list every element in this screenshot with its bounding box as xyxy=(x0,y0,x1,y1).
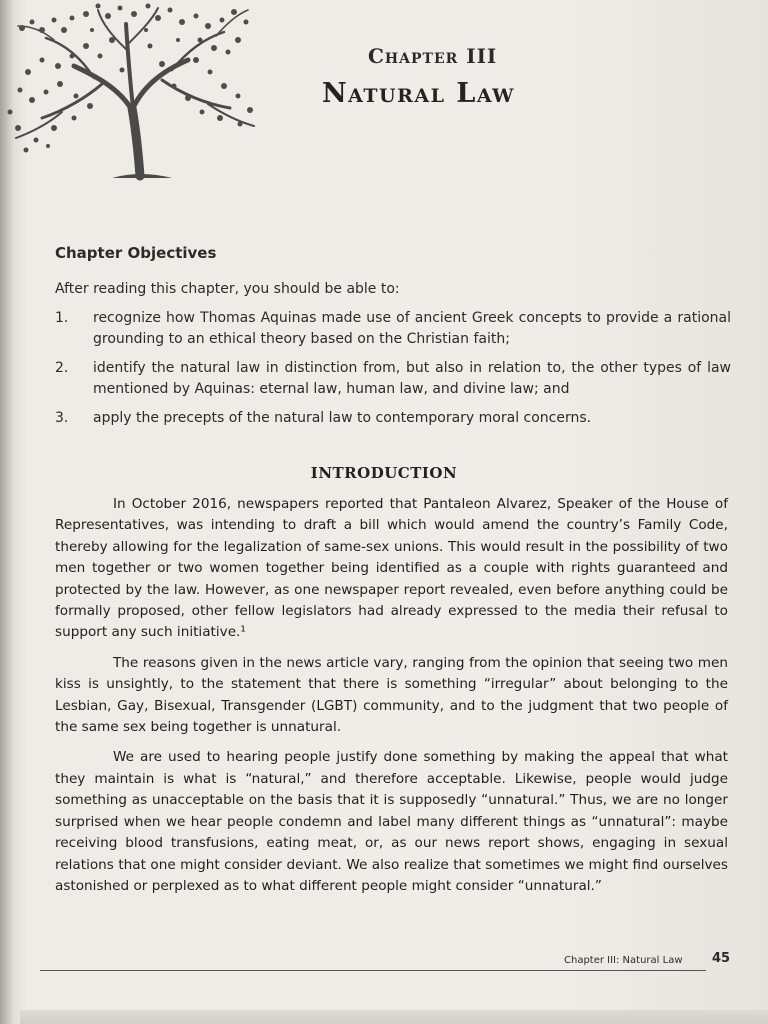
paragraph: In October 2016, newspapers reported that Pantaleon Alvarez, Speaker of the House of Representatives, was intending to draft a bill which would amend the country’s Family Code, thereby allowing for the legalization of same-sex unions. This would result in the possibility of two men together or two women together being identified as a couple with rights guaranteed and protected by the law. However, as one newspaper report revealed, even before anything could be formally proposed, other fellow legislators had already expressed to the media their refusal to support any such initiative.¹ xyxy=(55,496,728,641)
chapter-title: Natural Law xyxy=(322,78,515,109)
objective-item xyxy=(55,408,731,429)
introduction-heading: INTRODUCTION xyxy=(310,464,458,482)
objectives-intro: After reading this chapter, you should be able to: xyxy=(55,281,400,297)
objectives-heading: Chapter Objectives xyxy=(55,244,217,262)
objective-text: apply the precepts of the natural law to contemporary moral concerns. xyxy=(93,410,592,426)
running-footer: Chapter III: Natural Law xyxy=(564,955,683,966)
objective-item xyxy=(55,308,731,350)
introduction-body xyxy=(55,494,728,906)
objective-item xyxy=(55,358,731,400)
tree-illustration-icon xyxy=(2,0,262,190)
objective-number: 3. xyxy=(55,410,69,426)
objective-number: 2. xyxy=(55,360,69,376)
objective-number: 1. xyxy=(55,310,69,326)
paragraph: The reasons given in the news article vary, ranging from the opinion that seeing two men kiss is unsightly, to the statement that there is something “irregular” about belonging to the Lesbian, Gay, Bisexual, Transgender (LGBT) community, and to the judgment that two people of the same sex being together is unnatural. xyxy=(55,654,728,736)
paragraph: We are used to hearing people justify done something by making the appeal that what they maintain is what is “natural,” and therefore acceptable. Likewise, people would judge something as unacceptable on the basis that it is supposedly “unnatural.” Thus, we are no longer surprised when we hear people condemn and label many different things as “unnatural”: maybe receiving blood transfusions, eating meat, or, as our news report shows, engaging in sexual relations that one might consider deviant. We also realize that sometimes we might find ourselves astonished or perplexed as to what different people might consider “unnatural.” xyxy=(55,749,728,894)
page-number: 45 xyxy=(712,951,731,966)
next-page-edge xyxy=(20,1010,768,1024)
footer-rule xyxy=(40,970,706,971)
chapter-number: Chapter III xyxy=(368,44,498,68)
objectives-list xyxy=(55,308,731,437)
objective-text: identify the natural law in distinction from, but also in relation to, the other types of law mentioned by Aquinas: eternal law, human law, and divine law; and xyxy=(93,360,731,397)
objective-text: recognize how Thomas Aquinas made use of ancient Greek concepts to provide a rational grounding to an ethical theory based on the Christian faith; xyxy=(93,310,731,347)
